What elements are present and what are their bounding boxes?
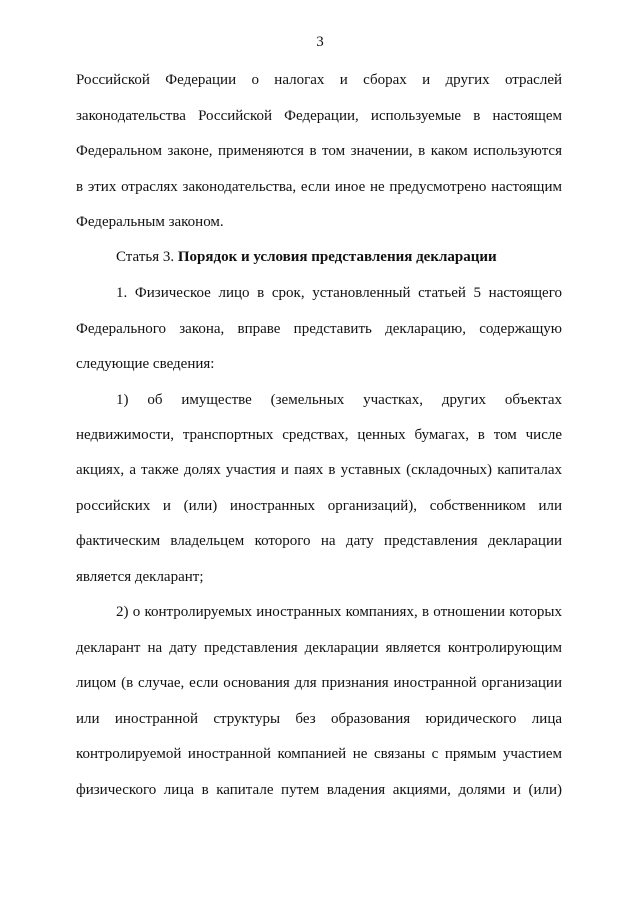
text-line: 1) об имуществе (земельных участках, других объектах bbox=[116, 392, 562, 408]
text-line: в этих отраслях законодательства, если иное не предусмотрено настоящим bbox=[76, 179, 562, 195]
article-title: Порядок и условия представления декларации bbox=[177, 249, 497, 265]
text-line: или иностранной структуры без образования юридического лица bbox=[76, 711, 562, 727]
text-line: Федеральным законом. bbox=[76, 214, 224, 230]
text-line: российских и (или) иностранных организаций), собственником или bbox=[76, 498, 562, 514]
text-line: 1. Физическое лицо в срок, установленный статьей 5 настоящего bbox=[116, 285, 562, 301]
text-line: декларант на дату представления декларации является контролирующим bbox=[76, 640, 562, 656]
article-number: Статья 3. bbox=[116, 249, 175, 265]
text-line: акциях, а также долях участия и паях в уставных (складочных) капиталах bbox=[76, 462, 562, 478]
text-line: является декларант; bbox=[76, 569, 204, 585]
text-line: контролируемой иностранной компанией не связаны с прямым участием bbox=[76, 746, 562, 762]
text-line: Российской Федерации о налогах и сборах и других отраслей bbox=[76, 72, 562, 88]
text-line: физического лица в капитале путем владения акциями, долями и (или) bbox=[76, 782, 562, 798]
text-line: Федеральном законе, применяются в том значении, в каком используются bbox=[76, 143, 562, 159]
text-line: 2) о контролируемых иностранных компаниях, в отношении которых bbox=[116, 604, 562, 620]
article-heading bbox=[116, 248, 562, 266]
text-line: Федерального закона, вправе представить декларацию, содержащую bbox=[76, 321, 562, 337]
text-line: законодательства Российской Федерации, используемые в настоящем bbox=[76, 108, 562, 124]
text-line: следующие сведения: bbox=[76, 356, 215, 372]
text-line: недвижимости, транспортных средствах, ценных бумагах, в том числе bbox=[76, 427, 562, 443]
text-line: лицом (в случае, если основания для признания иностранной организации bbox=[76, 675, 562, 691]
page-number: 3 bbox=[316, 34, 324, 50]
text-line: фактическим владельцем которого на дату представления декларации bbox=[76, 533, 562, 549]
